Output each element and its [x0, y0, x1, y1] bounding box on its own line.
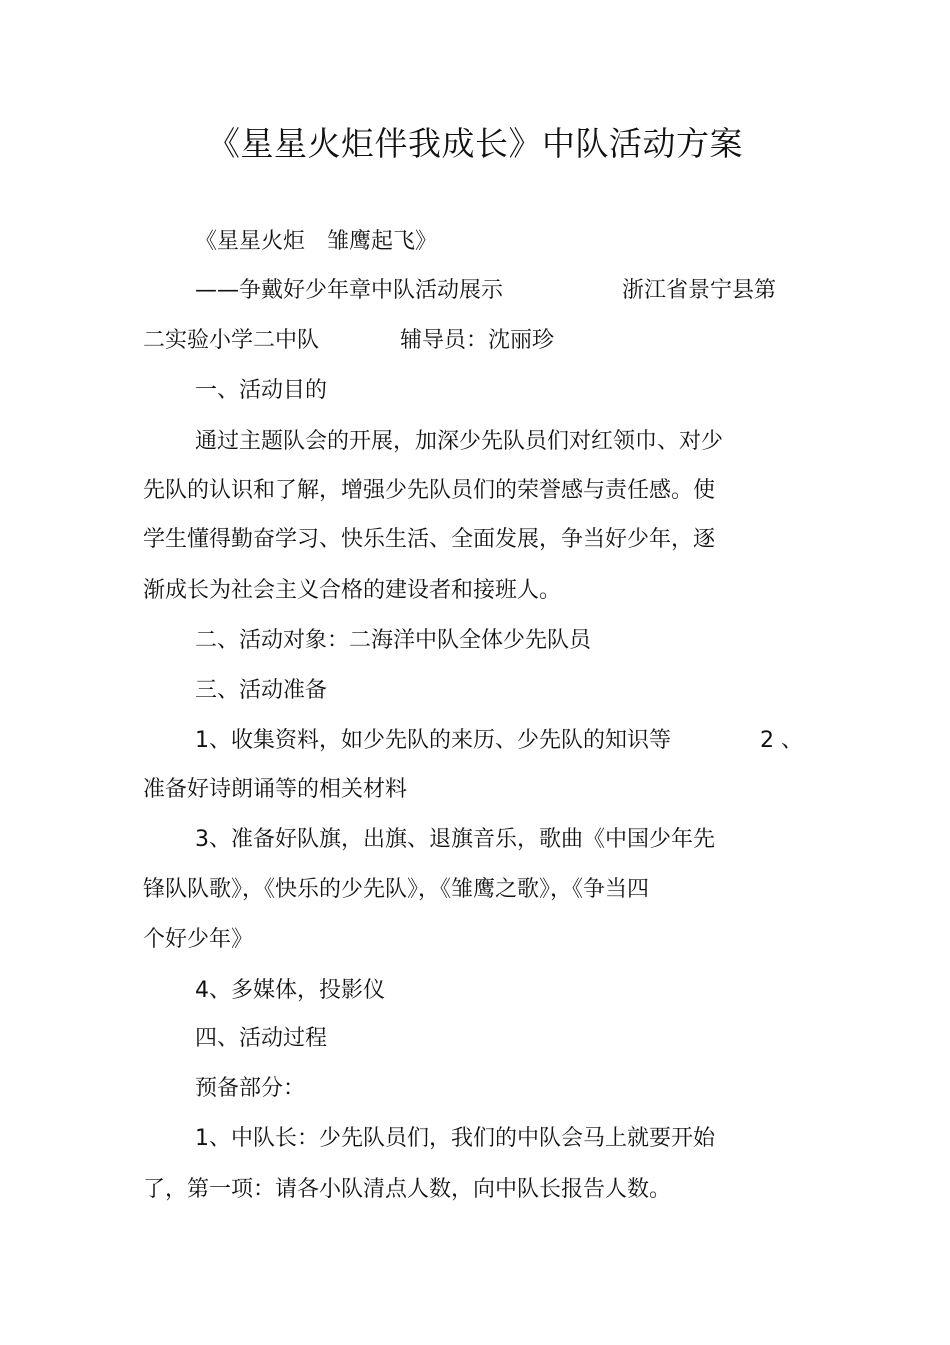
prep-item-2: 准备好诗朗诵等的相关材料	[143, 777, 408, 802]
prep-item-3-line: 个好少年》	[143, 927, 254, 952]
prep-item-3-line: 锋队队歌》，《快乐的少先队》，《雏鹰之歌》，《争当四	[143, 877, 650, 902]
prep-item-1: 1、收集资料，如少先队的来历、少先队的知识等	[195, 728, 671, 753]
purpose-paragraph-line: 学生懂得勤奋学习、快乐生活、全面发展，争当好少年，逐	[143, 527, 716, 552]
byline-counselor: 辅导员：沈丽珍	[400, 328, 555, 353]
prep-item-4: 4、多媒体，投影仪	[195, 978, 385, 1003]
section-heading-preparation: 三、活动准备	[195, 678, 328, 703]
purpose-paragraph-line: 通过主题队会的开展，加深少先队员们对红领巾、对少	[195, 429, 724, 454]
section-heading-target: 二、活动对象：二海洋中队全体少先队员	[195, 628, 592, 653]
byline-school: 二实验小学二中队	[143, 328, 320, 353]
preliminary-label: 预备部分：	[195, 1076, 306, 1101]
byline-part2: 浙江省景宁县第	[622, 278, 777, 303]
section-heading-purpose: 一、活动目的	[195, 378, 328, 403]
process-step-1-line: 1、中队长：少先队员们，我们的中队会马上就要开始	[195, 1126, 715, 1151]
prep-item-2-number: 2 、	[760, 728, 803, 753]
process-step-1-line: 了，第一项：请各小队清点人数，向中队长报告人数。	[143, 1177, 672, 1202]
document-title: 《星星火炬伴我成长》中队活动方案	[207, 124, 743, 163]
byline-part1: ——争戴好少年章中队活动展示	[195, 278, 504, 303]
purpose-paragraph-line: 先队的认识和了解，增强少先队员们的荣誉感与责任感。使	[143, 478, 716, 503]
prep-item-3-line: 3、准备好队旗，出旗、退旗音乐，歌曲《中国少年先	[195, 827, 715, 852]
section-heading-process: 四、活动过程	[195, 1026, 328, 1051]
purpose-paragraph-line: 渐成长为社会主义合格的建设者和接班人。	[143, 578, 562, 603]
subtitle: 《星星火炬 雏鹰起飞》	[195, 229, 438, 254]
